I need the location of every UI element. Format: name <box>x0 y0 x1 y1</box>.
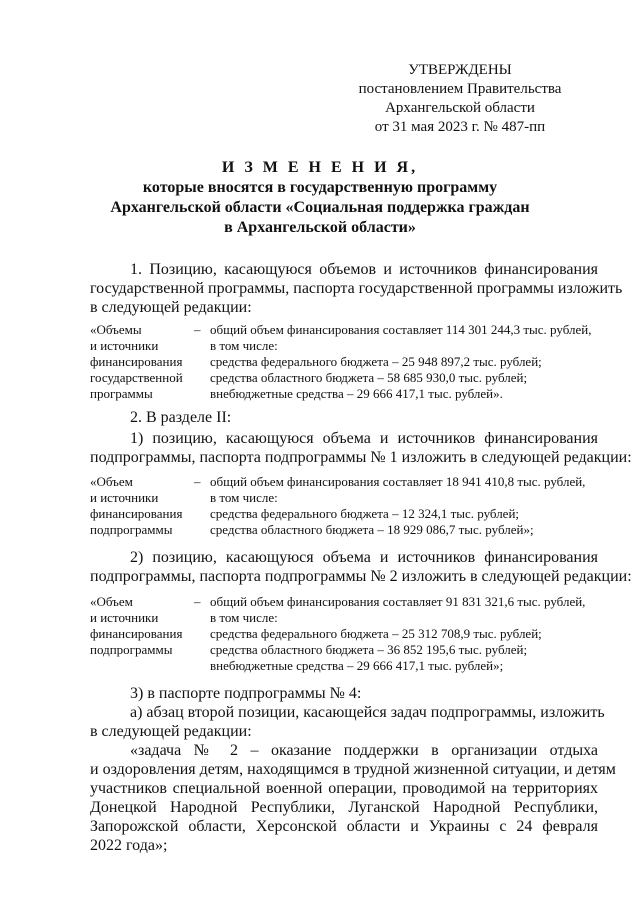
table-dash: – <box>194 322 201 337</box>
paragraph-line: и оздоровления детям, находящимся в трудной жизненной ситуации, и детям <box>90 761 616 778</box>
title-subtitle: которые вносятся в государственную программу <box>142 179 498 196</box>
financing-table-3 <box>90 594 600 676</box>
title-subtitle: в Архангельской области» <box>224 219 416 236</box>
table-values: общий объем финансирования составляет 114 301 244,3 тыс. рублей, в том числе: средства федерального бюджета – 25 948 897,2 тыс. рублей; средства областного бюджета – 58 685 930,0 тыс. рублей; внебюджетные средства – 29 666 417,1 тыс. рублей». <box>210 322 592 401</box>
paragraph-line: в следующей редакции: <box>90 723 252 740</box>
paragraph-line: государственной программы, паспорта государственной программы изложить <box>90 280 623 297</box>
paragraph-line: 2022 года»; <box>90 837 168 854</box>
approval-line: Архангельской области <box>385 100 535 116</box>
approval-stamp <box>330 61 590 137</box>
section-1-paragraph <box>90 260 623 317</box>
item-3-a-paragraph <box>90 703 605 741</box>
table-label: «Объем и источники финансирования подпрограммы <box>90 594 183 657</box>
table-dash: – <box>194 594 201 609</box>
paragraph-line: 1) позицию, касающуюся объема и источников финансирования <box>130 430 598 447</box>
financing-table-1 <box>90 322 600 404</box>
paragraph-line: Запорожской области, Херсонской области и Украины с 24 февраля <box>90 818 598 835</box>
approval-line: постановлением Правительства <box>358 81 562 97</box>
section-2-heading: 2. В разделе II: <box>130 409 232 426</box>
item-3-quote-paragraph <box>90 741 616 855</box>
item-3-heading: 3) в паспорте подпрограммы № 4: <box>130 685 362 702</box>
section-2-item-2 <box>90 548 632 586</box>
table-label: «Объем и источники финансирования подпрограммы <box>90 474 183 537</box>
paragraph-line: 1. Позицию, касающуюся объемов и источников финансирования <box>130 261 598 278</box>
paragraph-line: Донецкой Народной Республики, Луганской Народной Республики, <box>90 799 598 816</box>
paragraph-line: участников специальной военной операции, проводимой на территориях <box>90 780 598 797</box>
section-2-item-1 <box>90 429 632 467</box>
financing-table-2 <box>90 474 600 540</box>
table-dash: – <box>194 474 201 489</box>
table-label: «Объемы и источники финансирования государственной программы <box>90 322 183 401</box>
title-subtitle: Архангельской области «Социальная поддержка граждан <box>110 199 530 216</box>
paragraph-line: «задача № 2 – оказание поддержки в организации отдыха <box>130 742 598 759</box>
paragraph-line: подпрограммы, паспорта подпрограммы № 1 изложить в следующей редакции: <box>90 449 632 466</box>
approval-date: от 31 мая 2023 г. № 487-пп <box>374 119 546 135</box>
paragraph-line: 2) позицию, касающуюся объема и источников финансирования <box>130 549 598 566</box>
paragraph-line: подпрограммы, паспорта подпрограммы № 2 изложить в следующей редакции: <box>90 568 632 585</box>
approval-title: УТВЕРЖДЕНЫ <box>408 62 512 78</box>
document-title <box>60 158 580 238</box>
table-values: общий объем финансирования составляет 18 941 410,8 тыс. рублей, в том числе: средства федерального бюджета – 12 324,1 тыс. рублей; средства областного бюджета – 18 929 086,7 тыс. рублей»; <box>210 474 586 537</box>
title-main: И З М Е Н Е Н И Я, <box>221 159 419 176</box>
table-values: общий объем финансирования составляет 91 831 321,6 тыс. рублей, в том числе: средства федерального бюджета – 25 312 708,9 тыс. рублей; средства областного бюджета – 36 852 195,6 тыс. рублей; внебюджетные средства – 29 666 417,1 тыс. рублей»; <box>210 594 586 673</box>
paragraph-line: в следующей редакции: <box>90 299 252 316</box>
paragraph-line: а) абзац второй позиции, касающейся задач подпрограммы, изложить <box>130 704 605 721</box>
